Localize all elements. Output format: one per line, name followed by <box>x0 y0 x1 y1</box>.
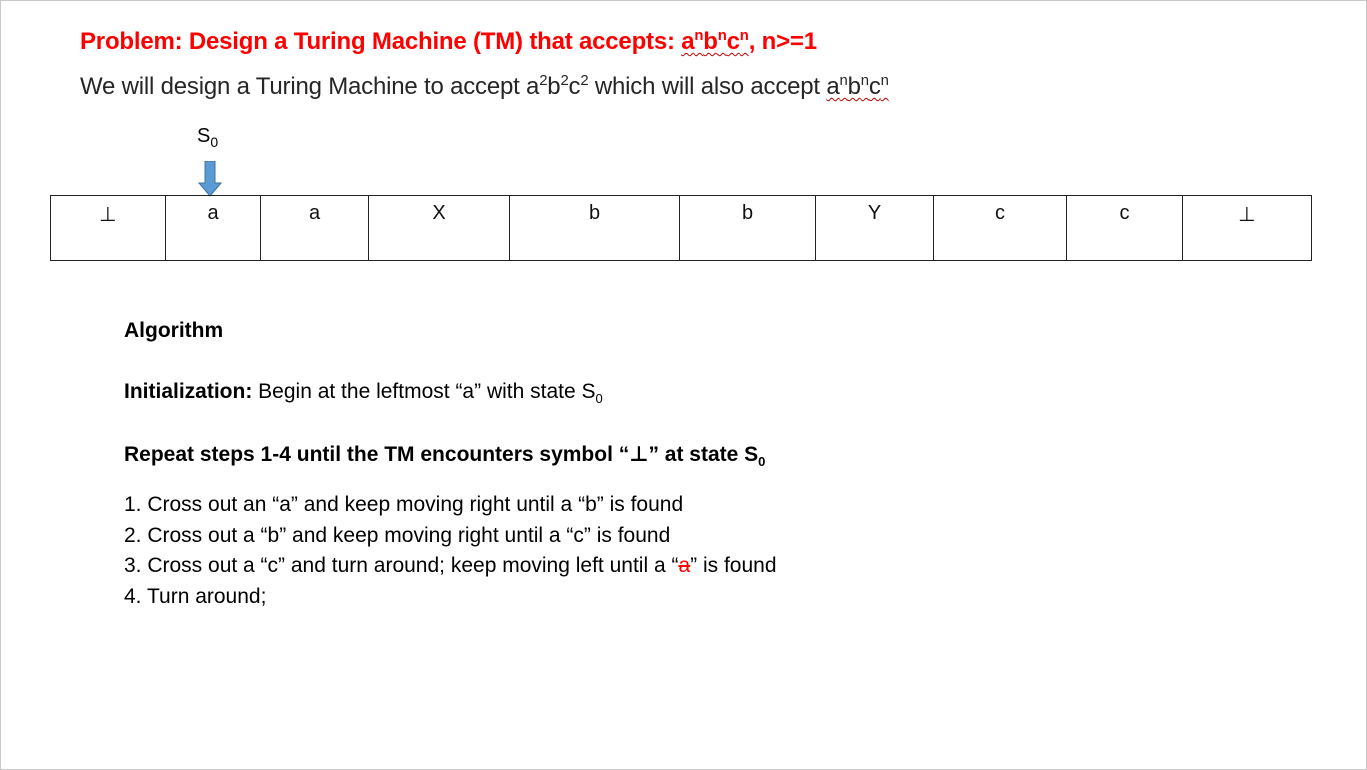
algorithm-steps <box>124 490 777 612</box>
repeat-line <box>124 442 766 470</box>
subtitle-b2: b <box>847 73 861 100</box>
subtitle-n-exp: n <box>880 73 889 89</box>
title-prefix: Problem: Design a Turing Machine (TM) that accepts: <box>80 28 682 55</box>
tape-cell: ⊥ <box>51 196 166 260</box>
subtitle-exp: 2 <box>560 73 569 89</box>
title-b: b <box>703 28 718 55</box>
step3-suffix: ” is found <box>690 554 777 577</box>
subtitle-anbncn <box>826 73 888 100</box>
repeat-text: Repeat steps 1-4 until the TM encounters symbol “⊥” at state S <box>124 443 759 466</box>
init-label: Initialization: <box>124 380 253 403</box>
step-item <box>124 551 777 582</box>
subtitle-a: a <box>826 73 840 100</box>
title-suffix: , n>=1 <box>748 28 817 55</box>
algorithm-heading: Algorithm <box>124 319 224 342</box>
tape-cell: ⊥ <box>1183 196 1312 260</box>
step-item: 4. Turn around; <box>124 584 267 608</box>
subtitle-n-exp: n <box>839 73 848 89</box>
title-n-exp: n <box>739 28 749 44</box>
state-subscript: 0 <box>210 134 219 150</box>
tape-cell: a <box>261 196 369 260</box>
tape-cell: c <box>934 196 1067 260</box>
subtitle-b: b <box>547 73 561 100</box>
subtitle-middle: which will also accept <box>588 73 827 100</box>
title-n-exp: n <box>694 28 704 44</box>
step-item: 1. Cross out an “a” and keep moving right until a “b” is found <box>124 493 684 516</box>
down-arrow-icon <box>198 161 222 197</box>
tape-cell: a <box>166 196 261 260</box>
tape-cell: X <box>369 196 510 260</box>
initialization-line <box>124 380 603 407</box>
subtitle-exp: 2 <box>580 73 589 89</box>
subtitle-c: c <box>568 73 581 100</box>
tape-cell: b <box>680 196 816 260</box>
init-subscript: 0 <box>595 391 603 407</box>
title-n-exp: n <box>717 28 727 44</box>
subtitle-exp: 2 <box>539 73 548 89</box>
subtitle-c2: c <box>868 73 881 100</box>
step-item: 2. Cross out a “b” and keep moving right until a “c” is found <box>124 523 671 547</box>
tape-cell: b <box>510 196 680 260</box>
head-state-label <box>197 125 218 150</box>
title-c: c <box>726 28 740 55</box>
tape-cell: c <box>1067 196 1183 260</box>
init-text: Begin at the leftmost “a” with state S <box>252 380 596 403</box>
tape-cell: Y <box>816 196 934 260</box>
subtitle <box>80 73 889 101</box>
repeat-subscript: 0 <box>758 454 766 470</box>
title-a: a <box>681 28 695 55</box>
state-letter: S <box>197 125 211 147</box>
turing-tape <box>50 195 1312 261</box>
title-anbncn <box>681 28 748 55</box>
step3-struck-a: a <box>678 554 691 577</box>
subtitle-prefix: We will design a Turing Machine to accept a <box>80 73 540 100</box>
problem-title <box>80 28 817 56</box>
step3-prefix: 3. Cross out a “c” and turn around; keep moving left until a “ <box>124 554 679 577</box>
subtitle-n-exp: n <box>860 73 869 89</box>
